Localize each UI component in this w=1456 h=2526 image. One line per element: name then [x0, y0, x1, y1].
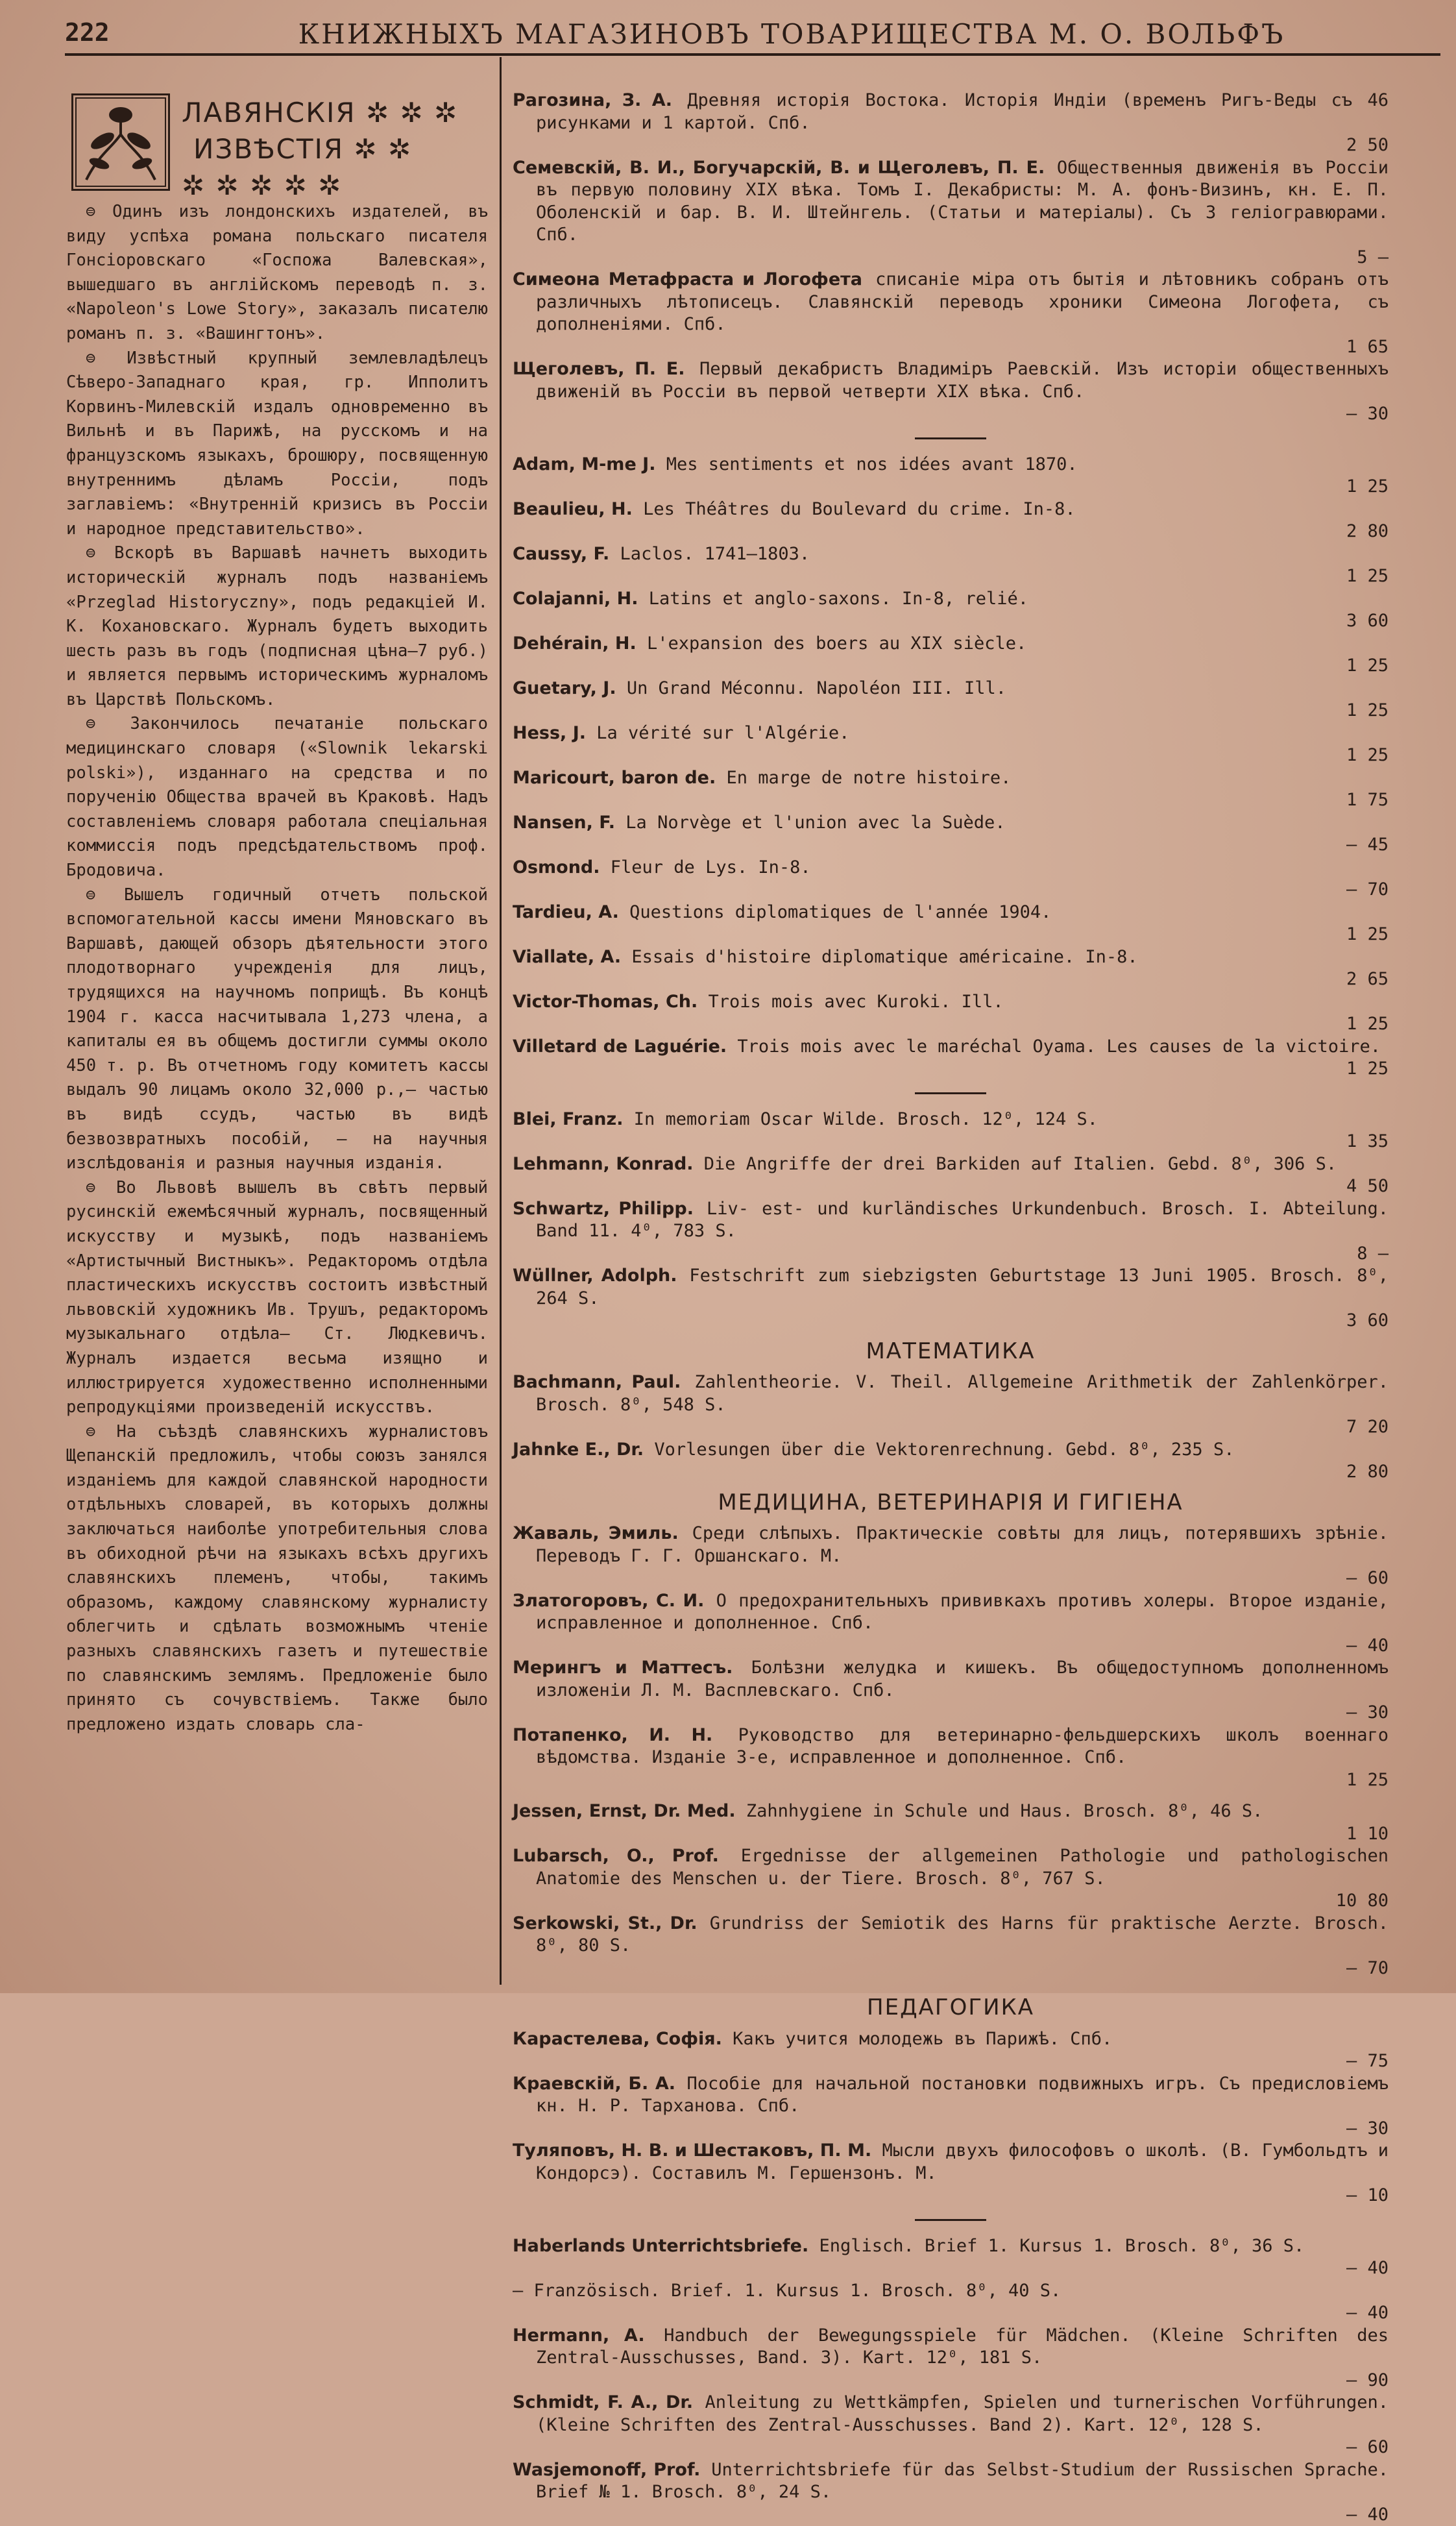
book-entry	[513, 2392, 1389, 2459]
group-french-books	[513, 454, 1389, 1081]
book-entry	[513, 1439, 1389, 1484]
book-author: Villetard de Laguérie.	[513, 1036, 727, 1057]
separator	[915, 2219, 986, 2221]
book-author: Dehérain, H.	[513, 633, 637, 654]
book-entry	[513, 991, 1389, 1036]
book-title: Vorlesungen über die Vektorenrechnung. Gebd. 8⁰, 235 S.	[644, 1440, 1234, 1460]
separator	[915, 1092, 986, 1094]
book-title: Liv- est- und kurländisches Urkundenbuch. Brosch. I. Abteilung. Band 11. 4⁰, 783 S.	[536, 1199, 1389, 1242]
news-paragraph: ⊜ Извѣстный крупный землевладѣлецъ Сѣверо-Западнаго края, гр. Ипполитъ Корвинъ-Милевскій издалъ одновременно въ Вильнѣ и въ Парижѣ, на русскомъ и на французскомъ языкахъ, брошюру, посвященную внутреннимъ дѣламъ Россіи, подъ заглавіемъ: «Внутренній кризисъ въ Россіи и народное представительство».	[66, 347, 488, 542]
group-math	[513, 1371, 1389, 1484]
book-title: Englisch. Brief 1. Kursus 1. Brosch. 8⁰, 36 S.	[808, 2236, 1304, 2256]
book-title: L'expansion des boers au XIX siècle.	[637, 633, 1026, 654]
group-german-books	[513, 1109, 1389, 1332]
book-entry	[513, 454, 1389, 498]
book-entry	[513, 1198, 1389, 1266]
book-price: — 70	[536, 1957, 1389, 1980]
book-price: — 70	[536, 879, 1389, 901]
left-column	[66, 91, 488, 1737]
book-title: Essais d'histoire diplomatique américaine. In-8.	[621, 947, 1138, 967]
book-author: Serkowski, St., Dr.	[513, 1913, 698, 1933]
book-title: О предохранительныхъ прививкахъ противъ холеры. Второе изданіе, исправленное и дополненное. Спб.	[536, 1591, 1389, 1634]
news-paragraph: ⊜ Во Львовѣ вышелъ въ свѣтъ первый русинскій ежемѣсячный журналъ, посвященный искусству и музыкѣ, подъ названіемъ «Артистычный Вистныкъ». Редакторомъ отдѣла пластическихъ искусствъ состоитъ извѣстный львовскій художникъ Ив. Трушъ, редакторомъ музыкальнаго отдѣла— Ст. Людкевичъ. Журналъ издается весьма изящно и иллюстрируется художественно исполненными репродукціями произведеній искусствъ.	[66, 1176, 488, 1420]
book-author: Жаваль, Эмиль.	[513, 1523, 679, 1543]
book-price: 1 25	[536, 700, 1389, 722]
news-paragraph: ⊜ На съѣздѣ славянскихъ журналистовъ Щепанскій предложилъ, чтобы союзъ занялся изданіемъ для каждой славянской народности отдѣльныхъ словарей, въ которыхъ должны заключаться наиболѣе употребительныя слова въ обиходной рѣчи на языкахъ всѣхъ другихъ славянскихъ племенъ, чтобы, такимъ образомъ, каждому славянскому журналисту облегчить и сдѣлать возможнымъ чтеніе разныхъ славянскихъ газетъ и путешествіе по славянскимъ землямъ. Предложеніе было принято съ сочувствіемъ. Также было предложено издать словарь сла-	[66, 1420, 488, 1737]
book-entry	[513, 767, 1389, 812]
section-heading-pedagogy: ПЕДАГОГИКА	[513, 1996, 1389, 2019]
book-author: Jessen, Ernst, Dr. Med.	[513, 1801, 736, 1821]
book-price: — 75	[536, 2050, 1389, 2073]
book-price: — 40	[536, 2504, 1389, 2526]
book-price: 2 65	[536, 968, 1389, 991]
book-entry	[513, 901, 1389, 946]
book-entry	[513, 1109, 1389, 1153]
book-title: Les Théâtres du Boulevard du crime. In-8.	[633, 499, 1076, 519]
news-text	[66, 200, 488, 1737]
book-entry	[513, 1153, 1389, 1198]
book-price: 1 25	[536, 924, 1389, 946]
book-title: Руководство для ветеринарно-фельдшерскихъ школъ военнаго вѣдомства. Изданіе 3-е, исправленное и дополненное. Спб.	[536, 1725, 1389, 1768]
book-entry	[513, 2140, 1389, 2207]
book-title: Mes sentiments et nos idées avant 1870.	[655, 454, 1077, 474]
book-title: Anleitung zu Wettkämpfen, Spielen und turnerischen Vorführungen. (Kleine Schriften des Zentral-Ausschusses. Band 2). Kart. 12⁰, 128 S.	[536, 2392, 1389, 2435]
book-entry	[513, 2280, 1389, 2325]
book-title: Мысли двухъ философовъ о школѣ. (В. Гумбольдтъ и Кондорсэ). Составилъ М. Гершензонъ. М.	[536, 2140, 1389, 2183]
book-entry	[513, 2459, 1389, 2526]
separator	[915, 437, 986, 439]
book-title: Болѣзни желудка и кишекъ. Въ общедоступномъ дополненномъ изложеніи Л. М. Васплевскаго. Спб.	[536, 1658, 1389, 1700]
book-price: 2 80	[536, 521, 1389, 543]
group-medicine-russian	[513, 1523, 1389, 1791]
book-title: Пособіе для начальной постановки подвижныхъ игръ. Съ предисловіемъ кн. Н. Р. Тарханова. Спб.	[536, 2074, 1389, 2116]
floral-ornament-icon	[71, 93, 170, 191]
book-author: Schwartz, Philipp.	[513, 1199, 694, 1219]
group-pedagogy-russian	[513, 2028, 1389, 2207]
book-price: 1 35	[536, 1131, 1389, 1153]
book-author: Wasjemonoff, Prof.	[513, 2460, 700, 2480]
book-author: Рагозина, З. А.	[513, 90, 672, 110]
book-author: Lubarsch, O., Prof.	[513, 1846, 719, 1866]
book-entry	[513, 1590, 1389, 1658]
book-entry	[513, 2325, 1389, 2392]
book-author: Lehmann, Konrad.	[513, 1154, 694, 1174]
book-author: Златогоровъ, С. И.	[513, 1591, 704, 1611]
book-author: Симеона Метафраста и Логофета	[513, 269, 862, 289]
book-price: 1 25	[536, 1058, 1389, 1081]
book-price: 8 —	[536, 1243, 1389, 1266]
book-entry	[513, 1845, 1389, 1913]
book-title: Fleur de Lys. In-8.	[600, 857, 811, 877]
section-banner	[66, 91, 488, 200]
book-author: Hermann, A.	[513, 2325, 645, 2346]
book-price: — 40	[536, 2257, 1389, 2280]
book-price: 1 10	[536, 1823, 1389, 1846]
book-entry	[513, 2073, 1389, 2140]
book-price: 2 80	[536, 1461, 1389, 1484]
book-entry	[513, 1800, 1389, 1845]
book-author: Beaulieu, H.	[513, 499, 633, 519]
book-entry	[513, 1371, 1389, 1439]
book-entry	[513, 722, 1389, 767]
column-divider	[500, 57, 502, 1985]
news-paragraph: ⊜ Закончилось печатаніе польскаго медицинскаго словаря («Slownik lekarski polski»), изданнаго на средства и по порученію Общества врачей въ Краковѣ. Надъ составленіемъ словаря работала спеціальная коммиссія подъ предсѣдательствомъ проф. Бродовича.	[66, 712, 488, 883]
book-entry	[513, 2235, 1389, 2280]
book-title: Zahnhygiene in Schule und Haus. Brosch. 8⁰, 46 S.	[736, 1801, 1263, 1821]
group-medicine-german	[513, 1800, 1389, 1980]
book-author: Мерингъ и Маттесъ.	[513, 1658, 733, 1678]
book-price: 5 —	[536, 247, 1389, 269]
group-russian-history	[513, 90, 1389, 426]
book-price: 1 25	[536, 655, 1389, 678]
book-author: Schmidt, F. A., Dr.	[513, 2392, 693, 2412]
book-entry	[513, 678, 1389, 722]
book-entry	[513, 1523, 1389, 1590]
book-price: 1 65	[536, 336, 1389, 359]
book-title: Trois mois avec Kuroki. Ill.	[698, 992, 1003, 1012]
book-author: Туляповъ, Н. В. и Шестаковъ, П. М.	[513, 2140, 871, 2161]
book-author: Colajanni, H.	[513, 589, 638, 609]
book-price: 1 25	[536, 1769, 1389, 1792]
book-author: Tardieu, A.	[513, 902, 619, 922]
book-price: 1 75	[536, 789, 1389, 812]
book-title: Festschrift zum siebzigsten Geburtstage 13 Juni 1905. Brosch. 8⁰, 264 S.	[536, 1266, 1389, 1308]
banner-line-2: ИЗВѢСТІЯ ✲ ✲	[182, 131, 458, 167]
book-author: Карастелева, Софія.	[513, 2029, 722, 2049]
book-price: 1 25	[536, 744, 1389, 767]
book-title: Trois mois avec le maréchal Oyama. Les causes de la victoire.	[727, 1036, 1381, 1057]
book-title: Среди слѣпыхъ. Практическіе совѣты для лицъ, потерявшихъ зрѣніе. Переводъ Г. Г. Оршанскаго. М.	[536, 1523, 1389, 1566]
news-paragraph: ⊜ Одинъ изъ лондонскихъ издателей, въ виду успѣха романа польскаго писателя Гонсіоровскаго «Госпожа Валевская», вышедшаго въ англійскомъ переводѣ п. з. «Napoleon's Lowe Story», заказалъ писателю романъ п. з. «Вашингтонъ».	[66, 200, 488, 347]
book-price: — 45	[536, 834, 1389, 857]
book-price: 3 60	[536, 610, 1389, 633]
book-price: 3 60	[536, 1310, 1389, 1332]
book-entry	[513, 269, 1389, 358]
book-price: 1 25	[536, 565, 1389, 588]
book-title: Древняя исторія Востока. Исторія Индіи (временъ Ригъ-Веды съ 46 рисунками и 1 картой. Спб.	[536, 90, 1389, 133]
book-author: Щеголевъ, П. Е.	[513, 359, 685, 379]
running-title: КНИЖНЫХЪ МАГАЗИНОВЪ ТОВАРИЩЕСТВА М. О. ВОЛЬФЪ	[156, 18, 1427, 50]
book-entry	[513, 1913, 1389, 1980]
book-entry	[513, 1724, 1389, 1792]
header-rule	[65, 53, 1440, 56]
book-entry	[513, 543, 1389, 588]
book-entry	[513, 90, 1389, 157]
book-author: Caussy, F.	[513, 544, 609, 564]
book-title: La vérité sur l'Algérie.	[586, 723, 849, 743]
book-entry	[513, 1036, 1389, 1081]
news-paragraph: ⊜ Вскорѣ въ Варшавѣ начнетъ выходить историческій журналъ подъ названіемъ «Przeglad Historyczny», подъ редакціей И. К. Кохановскаго. Журналъ будетъ выходить шесть разъ въ годъ (подписная цѣна—7 руб.) и является первымъ историческимъ журналомъ въ Царствѣ Польскомъ.	[66, 541, 488, 712]
book-author: Adam, M-me J.	[513, 454, 655, 474]
book-price: — 40	[536, 1635, 1389, 1658]
book-title: In memoriam Oscar Wilde. Brosch. 12⁰, 124 S.	[624, 1109, 1098, 1129]
book-author: Victor-Thomas, Ch.	[513, 992, 698, 1012]
book-price: — 60	[536, 2436, 1389, 2459]
book-price: — 30	[536, 1702, 1389, 1724]
book-price: 1 25	[536, 1013, 1389, 1036]
book-title: Какъ учится молодежь въ Парижѣ. Спб.	[722, 2029, 1112, 2049]
book-title: списаніе міра отъ бытія и лѣтовникъ собранъ отъ различныхъ лѣтописецъ. Славянскій переводъ хроники Симеона Логофета, съ дополненіями. Спб.	[536, 269, 1389, 334]
book-title: Grundriss der Semiotik des Harns für praktische Aerzte. Brosch. 8⁰, 80 S.	[536, 1913, 1389, 1956]
book-price: 7 20	[536, 1416, 1389, 1439]
book-price: 1 25	[536, 476, 1389, 498]
book-author: Nansen, F.	[513, 813, 615, 833]
book-entry	[513, 1265, 1389, 1332]
book-author: Osmond.	[513, 857, 600, 877]
group-pedagogy-german	[513, 2235, 1389, 2526]
book-author: Потапенко, И. Н.	[513, 1725, 712, 1745]
book-entry	[513, 2028, 1389, 2073]
book-author: Viallate, A.	[513, 947, 621, 967]
book-title: Zahlentheorie. V. Theil. Allgemeine Arithmetik der Zahlenkörper. Brosch. 8⁰, 548 S.	[536, 1372, 1389, 1415]
book-price: — 30	[536, 403, 1389, 426]
book-entry	[513, 1657, 1389, 1724]
book-title: Die Angriffe der drei Barkiden auf Italien. Gebd. 8⁰, 306 S.	[694, 1154, 1337, 1174]
section-heading-math: МАТЕМАТИКА	[513, 1340, 1389, 1363]
book-author: Bachmann, Paul.	[513, 1372, 681, 1392]
book-title: La Norvège et l'union avec la Suède.	[615, 813, 1005, 833]
page-number: 222	[65, 18, 110, 47]
book-author: Jahnke E., Dr.	[513, 1440, 644, 1460]
book-title: Первый декабристъ Владиміръ Раевскій. Изъ исторіи общественныхъ движеній въ Россіи въ первой четверти XIX вѣка. Спб.	[536, 359, 1389, 402]
right-column	[513, 90, 1389, 2526]
book-entry	[513, 946, 1389, 991]
book-title: Latins et anglo-saxons. In-8, relié.	[638, 589, 1028, 609]
banner-line-1: ЛАВЯНСКІЯ ✲ ✲ ✲	[182, 95, 458, 131]
book-entry	[513, 588, 1389, 633]
banner-line-3: ✲ ✲ ✲ ✲ ✲	[182, 167, 458, 204]
book-author: Краевскій, Б. А.	[513, 2074, 675, 2094]
book-author: Haberlands Unterrichtsbriefe.	[513, 2236, 808, 2256]
book-price: — 40	[536, 2302, 1389, 2325]
book-entry	[513, 358, 1389, 426]
banner-title	[182, 95, 458, 204]
book-entry	[513, 633, 1389, 678]
book-title: Handbuch der Bewegungsspiele für Mädchen. (Kleine Schriften des Zentral-Ausschusses, Band. 3). Kart. 12⁰, 181 S.	[536, 2325, 1389, 2368]
book-entry	[513, 812, 1389, 857]
book-price: — 10	[536, 2185, 1389, 2207]
news-paragraph: ⊜ Вышелъ годичный отчетъ польской вспомогательной кассы имени Мяновскаго въ Варшавѣ, дающей обзоръ дѣятельности этого плодотворнаго учрежденія для лицъ, трудящихся на научномъ поприщѣ. Въ концѣ 1904 г. касса насчитывала 1,273 члена, а капиталы ея въ общемъ достигли суммы около 450 т. р. Въ отчетномъ году комитетъ кассы выдалъ 90 лицамъ около 32,000 р.,— частью въ видѣ ссудъ, частью въ видѣ безвозвратныхъ пособій, — на научныя изслѣдованія и разныя научныя изданія.	[66, 883, 488, 1176]
book-title: Un Grand Méconnu. Napoléon III. Ill.	[616, 678, 1006, 698]
book-title: Laclos. 1741—1803.	[609, 544, 810, 564]
book-price: — 90	[536, 2370, 1389, 2392]
book-title: Unterrichtsbriefe für das Selbst-Studium der Russischen Sprache. Brief № 1. Brosch. 8⁰, 24 S.	[536, 2460, 1389, 2503]
book-author: Hess, J.	[513, 723, 586, 743]
book-author: Wüllner, Adolph.	[513, 1266, 677, 1286]
book-price: 2 50	[536, 134, 1389, 157]
book-title: — Französisch. Brief. 1. Kursus 1. Brosch. 8⁰, 40 S.	[513, 2281, 1061, 2301]
book-entry	[513, 157, 1389, 269]
book-price: — 60	[536, 1567, 1389, 1590]
book-title: En marge de notre histoire.	[716, 768, 1011, 788]
book-entry	[513, 498, 1389, 543]
book-price: 10 80	[536, 1890, 1389, 1913]
book-price: 4 50	[536, 1175, 1389, 1198]
book-title: Ergednisse der allgemeinen Pathologie und pathologischen Anatomie des Menschen u. der Tiere. Brosch. 8⁰, 767 S.	[536, 1846, 1389, 1889]
book-price: — 30	[536, 2118, 1389, 2140]
book-author: Blei, Franz.	[513, 1109, 624, 1129]
running-header	[65, 18, 1440, 57]
book-entry	[513, 857, 1389, 901]
book-author: Maricourt, baron de.	[513, 768, 716, 788]
book-author: Семевскій, В. И., Богучарскій, В. и Щеголевъ, П. Е.	[513, 158, 1045, 178]
book-title: Общественныя движенія въ Россіи въ первую половину XIX вѣка. Томъ I. Декабристы: М. А. фонъ-Визинъ, кн. Е. П. Оболенскій и бар. В. И. Штейнгель. (Статьи и матеріалы). Съ 3 геліогравюрами. Спб.	[536, 158, 1389, 245]
section-heading-medicine: МЕДИЦИНА, ВЕТЕРИНАРІЯ И ГИГІЕНА	[513, 1491, 1389, 1514]
book-title: Questions diplomatiques de l'année 1904.	[619, 902, 1051, 922]
book-author: Guetary, J.	[513, 678, 616, 698]
